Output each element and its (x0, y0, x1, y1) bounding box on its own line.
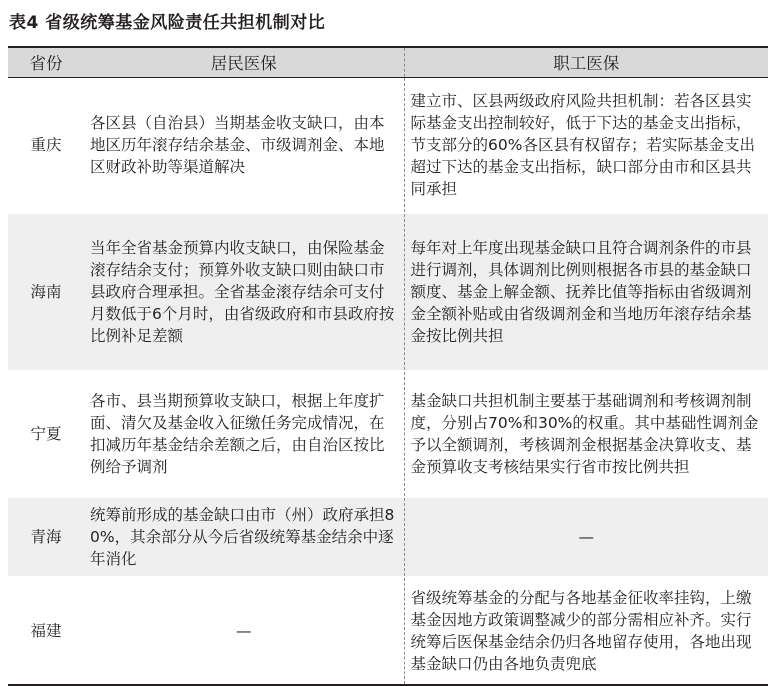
table-row (8, 77, 768, 213)
employee-cell: 省级统筹基金的分配与各地基金征收率挂钩，上缴基金因地方政策调整减少的部分需相应补齐。实行统筹后医保基金结余仍归各地留存使用，各地出现基金缺口仍由各地负责兜底 (404, 577, 768, 685)
header-employee: 职工医保 (404, 47, 768, 77)
resident-cell: 统筹前形成的基金缺口由市（州）政府承担80%，其余部分从今后省级统筹基金结余中逐年消化 (84, 497, 404, 577)
province-cell: 重庆 (8, 77, 84, 213)
table-header-row (8, 47, 768, 77)
resident-cell: 当年全省基金预算内收支缺口，由保险基金滚存结余支付；预算外收支缺口则由缺口市县政府合理承担。全省基金滚存结余可支付月数低于6个月时，由省级政府和市县政府按比例补足差额 (84, 213, 404, 371)
province-cell: 宁夏 (8, 371, 84, 497)
province-cell: 福建 (8, 577, 84, 685)
employee-cell: 每年对上年度出现基金缺口且符合调剂条件的市县进行调剂，具体调剂比例则根据各市县的基金缺口额度、基金上解金额、抚养比值等指标由省级调剂金全额补贴或由省级调剂金和当地历年滚存结余基金按比例共担 (404, 213, 768, 371)
resident-cell: 各市、县当期预算收支缺口，根据上年度扩面、清欠及基金收入征缴任务完成情况，在扣减历年基金结余差额之后，由自治区按比例给予调剂 (84, 371, 404, 497)
header-resident: 居民医保 (84, 47, 404, 77)
table-row (8, 577, 768, 685)
table-row (8, 371, 768, 497)
employee-cell: 建立市、区县两级政府风险共担机制：若各区县实际基金支出控制较好，低于下达的基金支出指标，节支部分的60%各区县有权留存；若实际基金支出超过下达的基金支出指标，缺口部分由市和区县共同承担 (404, 77, 768, 213)
employee-cell: — (404, 497, 768, 577)
table-row (8, 213, 768, 371)
employee-cell: 基金缺口共担机制主要基于基础调剂和考核调剂制度，分别占70%和30%的权重。其中基础性调剂金予以全额调剂，考核调剂金根据基金决算收支、基金预算收支考核结果实行省市按比例共担 (404, 371, 768, 497)
province-cell: 海南 (8, 213, 84, 371)
comparison-table (8, 46, 768, 686)
header-province: 省份 (8, 47, 84, 77)
province-cell: 青海 (8, 497, 84, 577)
table-caption: 表4 省级统筹基金风险责任共担机制对比 (9, 13, 326, 33)
table-row (8, 497, 768, 577)
resident-cell: — (84, 577, 404, 685)
resident-cell: 各区县（自治县）当期基金收支缺口，由本地区历年滚存结余基金、市级调剂金、本地区财政补助等渠道解决 (84, 77, 404, 213)
